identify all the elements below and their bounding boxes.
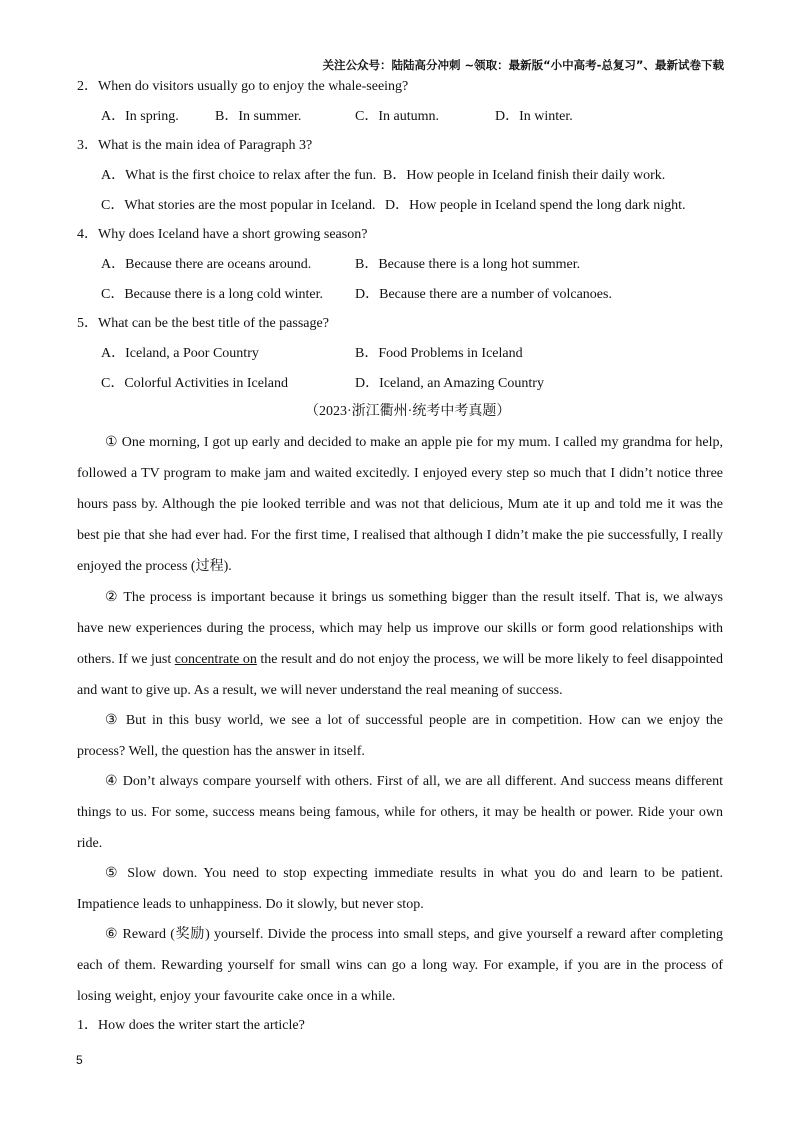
- question-3-option-a: A．What is the first choice to relax after the fun.: [101, 168, 377, 183]
- question-2-option-a: A．In spring.: [101, 109, 179, 124]
- question-3-option-b: B．How people in Iceland finish their daily work.: [383, 168, 666, 183]
- question-5-option-a: A．Iceland, a Poor Country: [101, 346, 259, 361]
- paragraph-2-part-1: ② The process is important because it brings us something bigger than the result itself. That is, we always have new experiences during the process, which may help us improve our skills or form good relationships with others. If we just: [77, 590, 723, 667]
- paragraph-3: ③ But in this busy world, we see a lot of successful people are in competition. How can we enjoy the process? Well, the question has the answer in itself.: [77, 713, 723, 759]
- question-2-option-d: D．In winter.: [495, 109, 573, 124]
- passage-source: （2023·浙江衢州·统考中考真题）: [305, 404, 511, 419]
- question-3-option-c: C．What stories are the most popular in Iceland.: [101, 198, 376, 213]
- paragraph-2: [77, 582, 723, 706]
- question-5-option-c: C．Colorful Activities in Iceland: [101, 376, 289, 391]
- page-header: 关注公众号：陆陆高分冲刺 ~领取：最新版“小中高考-总复习”、最新试卷下载: [322, 58, 724, 72]
- question-5-option-d: D．Iceland, an Amazing Country: [355, 376, 544, 391]
- question-4-option-d: D．Because there are a number of volcanoes.: [355, 287, 612, 302]
- next-question-1-stem: 1．How does the writer start the article?: [77, 1018, 305, 1033]
- page-number: 5: [76, 1053, 83, 1067]
- paragraph-2-part-2: the result and do not enjoy the process, we will be more likely to feel disappointed and want to give up. As a result, we will never understand the real meaning of success.: [77, 652, 723, 698]
- paragraph-4: ④ Don’t always compare yourself with others. First of all, we are all different. And success means different things to us. For some, success means being famous, while for others, it may be health or power. Ride your own ride.: [77, 774, 723, 851]
- question-4-option-b: B．Because there is a long hot summer.: [355, 257, 581, 272]
- question-5-stem: 5．What can be the best title of the passage?: [77, 316, 329, 331]
- question-3-stem: 3．What is the main idea of Paragraph 3?: [77, 138, 313, 153]
- question-4-option-a: A．Because there are oceans around.: [101, 257, 312, 272]
- paragraph-6: ⑥ Reward (奖励) yourself. Divide the process into small steps, and give yourself a reward after completing each of them. Rewarding yourself for small wins can go a long way. For example, if you are in the process of losing weight, enjoy your favourite cake once in a while.: [77, 927, 723, 1004]
- question-4-stem: 4．Why does Iceland have a short growing season?: [77, 227, 368, 242]
- paragraph-1: ① One morning, I got up early and decided to make an apple pie for my mum. I called my grandma for help, followed a TV program to make jam and waited excitedly. I enjoyed every step so much that I didn’t notice three hours pass by. Although the pie looked terrible and was not that delicious, Mum ate it up and told me it was the best pie that she had ever had. For the first time, I realised that although I didn’t make the pie successfully, I really enjoyed the process (过程).: [77, 435, 723, 574]
- question-5-option-b: B．Food Problems in Iceland: [355, 346, 523, 361]
- question-4-option-c: C．Because there is a long cold winter.: [101, 287, 323, 302]
- paragraph-5: ⑤ Slow down. You need to stop expecting immediate results in what you do and learn to be patient. Impatience leads to unhappiness. Do it slowly, but never stop.: [77, 866, 723, 912]
- underlined-phrase: concentrate on: [174, 652, 257, 667]
- question-3-option-d: D．How people in Iceland spend the long dark night.: [385, 198, 686, 213]
- question-2-option-b: B．In summer.: [215, 109, 302, 124]
- question-2-stem: 2．When do visitors usually go to enjoy the whale-seeing?: [77, 79, 409, 94]
- question-2-option-c: C．In autumn.: [355, 109, 439, 124]
